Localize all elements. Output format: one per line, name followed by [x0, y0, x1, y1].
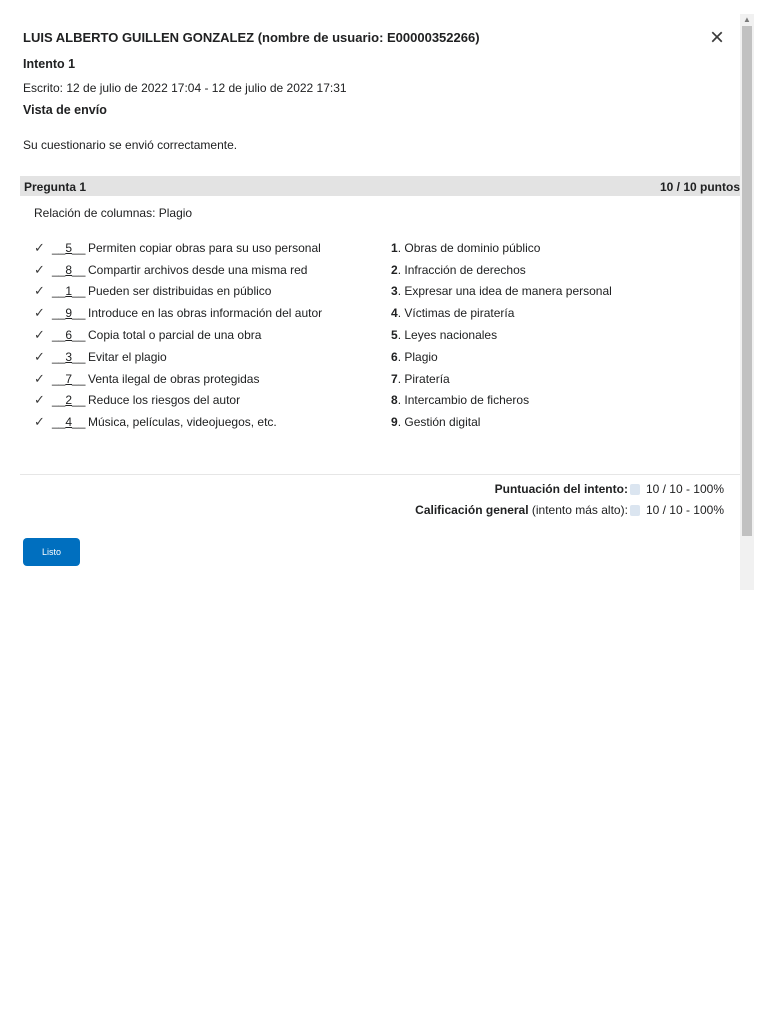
overall-grade-value: 10 / 10 - 100%: [645, 503, 724, 517]
check-icon: ✓: [34, 392, 45, 408]
list-item: [34, 302, 374, 324]
list-item: [34, 390, 374, 412]
check-icon: ✓: [34, 414, 45, 430]
item-text: Venta ilegal de obras protegidas: [88, 371, 260, 386]
attempt-score-value: 10 / 10 - 100%: [645, 482, 724, 496]
item-text: Permiten copiar obras para su uso personal: [88, 240, 321, 255]
question-title: Pregunta 1: [24, 180, 87, 194]
list-item: [34, 411, 374, 433]
list-item: 7 . Piratería: [391, 371, 450, 386]
user-heading: LUIS ALBERTO GUILLEN GONZALEZ (nombre de usuario: E00000352266): [23, 30, 480, 45]
item-text: Compartir archivos desde una misma red: [88, 262, 308, 277]
item-text: Música, películas, videojuegos, etc.: [88, 415, 277, 430]
check-icon: ✓: [34, 327, 45, 343]
info-icon: [630, 484, 640, 495]
overall-grade-note: (intento más alto):: [531, 503, 628, 517]
item-text: Leyes nacionales: [404, 328, 498, 343]
item-text: Copia total o parcial de una obra: [88, 328, 262, 343]
attempt-score-row: [495, 482, 724, 496]
done-button[interactable]: Listo: [23, 538, 80, 566]
check-icon: ✓: [34, 261, 45, 277]
scroll-up-arrow-icon[interactable]: ▲: [743, 15, 751, 24]
attempt-score-label: Puntuación del intento:: [494, 482, 628, 496]
answer-blank: __3__: [52, 349, 86, 364]
answer-blank: __4__: [52, 415, 86, 430]
answer-blank: __5__: [52, 240, 86, 255]
list-item: 8 . Intercambio de ficheros: [391, 393, 530, 408]
item-text: Piratería: [404, 371, 450, 386]
overall-grade-label: Calificación general: [415, 503, 529, 517]
item-text: Plagio: [404, 349, 438, 364]
submission-view-title: Vista de envío: [23, 103, 107, 117]
question-prompt: Relación de columnas: Plagio: [34, 206, 193, 220]
check-icon: ✓: [34, 283, 45, 299]
item-text: Reduce los riesgos del autor: [88, 393, 241, 408]
list-item: [34, 259, 374, 281]
list-item: [34, 346, 374, 368]
answer-blank: __7__: [52, 371, 86, 386]
list-item: [34, 237, 374, 259]
answer-blank: __8__: [52, 262, 86, 277]
attempt-title: Intento 1: [23, 57, 76, 71]
item-text: Pueden ser distribuidas en público: [88, 284, 272, 299]
written-dates: Escrito: 12 de julio de 2022 17:04 - 12 de julio de 2022 17:31: [23, 81, 347, 95]
item-text: Víctimas de piratería: [404, 306, 515, 321]
close-icon[interactable]: ×: [709, 24, 724, 51]
answer-blank: __2__: [52, 393, 86, 408]
list-item: 6 . Plagio: [391, 349, 438, 364]
check-icon: ✓: [34, 239, 45, 255]
divider: [20, 474, 740, 475]
list-item: 9 . Gestión digital: [391, 415, 481, 430]
matching-left-column: [34, 237, 374, 433]
check-icon: ✓: [34, 305, 45, 321]
answer-blank: __9__: [52, 306, 86, 321]
check-icon: ✓: [34, 348, 45, 364]
item-text: Evitar el plagio: [88, 349, 167, 364]
info-icon: [630, 505, 640, 516]
item-text: Gestión digital: [404, 415, 481, 430]
list-item: 2 . Infracción de derechos: [391, 262, 526, 277]
question-score: 10 / 10 puntos: [659, 180, 740, 194]
success-message: Su cuestionario se envió correctamente.: [23, 138, 238, 152]
answer-blank: __6__: [52, 328, 86, 343]
list-item: [34, 281, 374, 303]
check-icon: ✓: [34, 370, 45, 386]
list-item: 5 . Leyes nacionales: [391, 328, 498, 343]
list-item: 3 . Expresar una idea de manera personal: [391, 284, 612, 299]
list-item: [34, 368, 374, 390]
matching-right-column: [391, 237, 731, 433]
item-text: Intercambio de ficheros: [404, 393, 530, 408]
question-header: [20, 176, 742, 196]
item-text: Obras de dominio público: [404, 240, 541, 255]
list-item: 1 . Obras de dominio público: [391, 240, 541, 255]
list-item: 4 . Víctimas de piratería: [391, 306, 515, 321]
scroll-thumb[interactable]: [742, 26, 752, 536]
item-text: Infracción de derechos: [404, 262, 526, 277]
item-text: Introduce en las obras información del autor: [88, 306, 323, 321]
item-text: Expresar una idea de manera personal: [404, 284, 612, 299]
vertical-scrollbar[interactable]: [740, 14, 754, 590]
overall-grade-row: [415, 503, 724, 517]
answer-blank: __1__: [52, 284, 86, 299]
list-item: [34, 324, 374, 346]
